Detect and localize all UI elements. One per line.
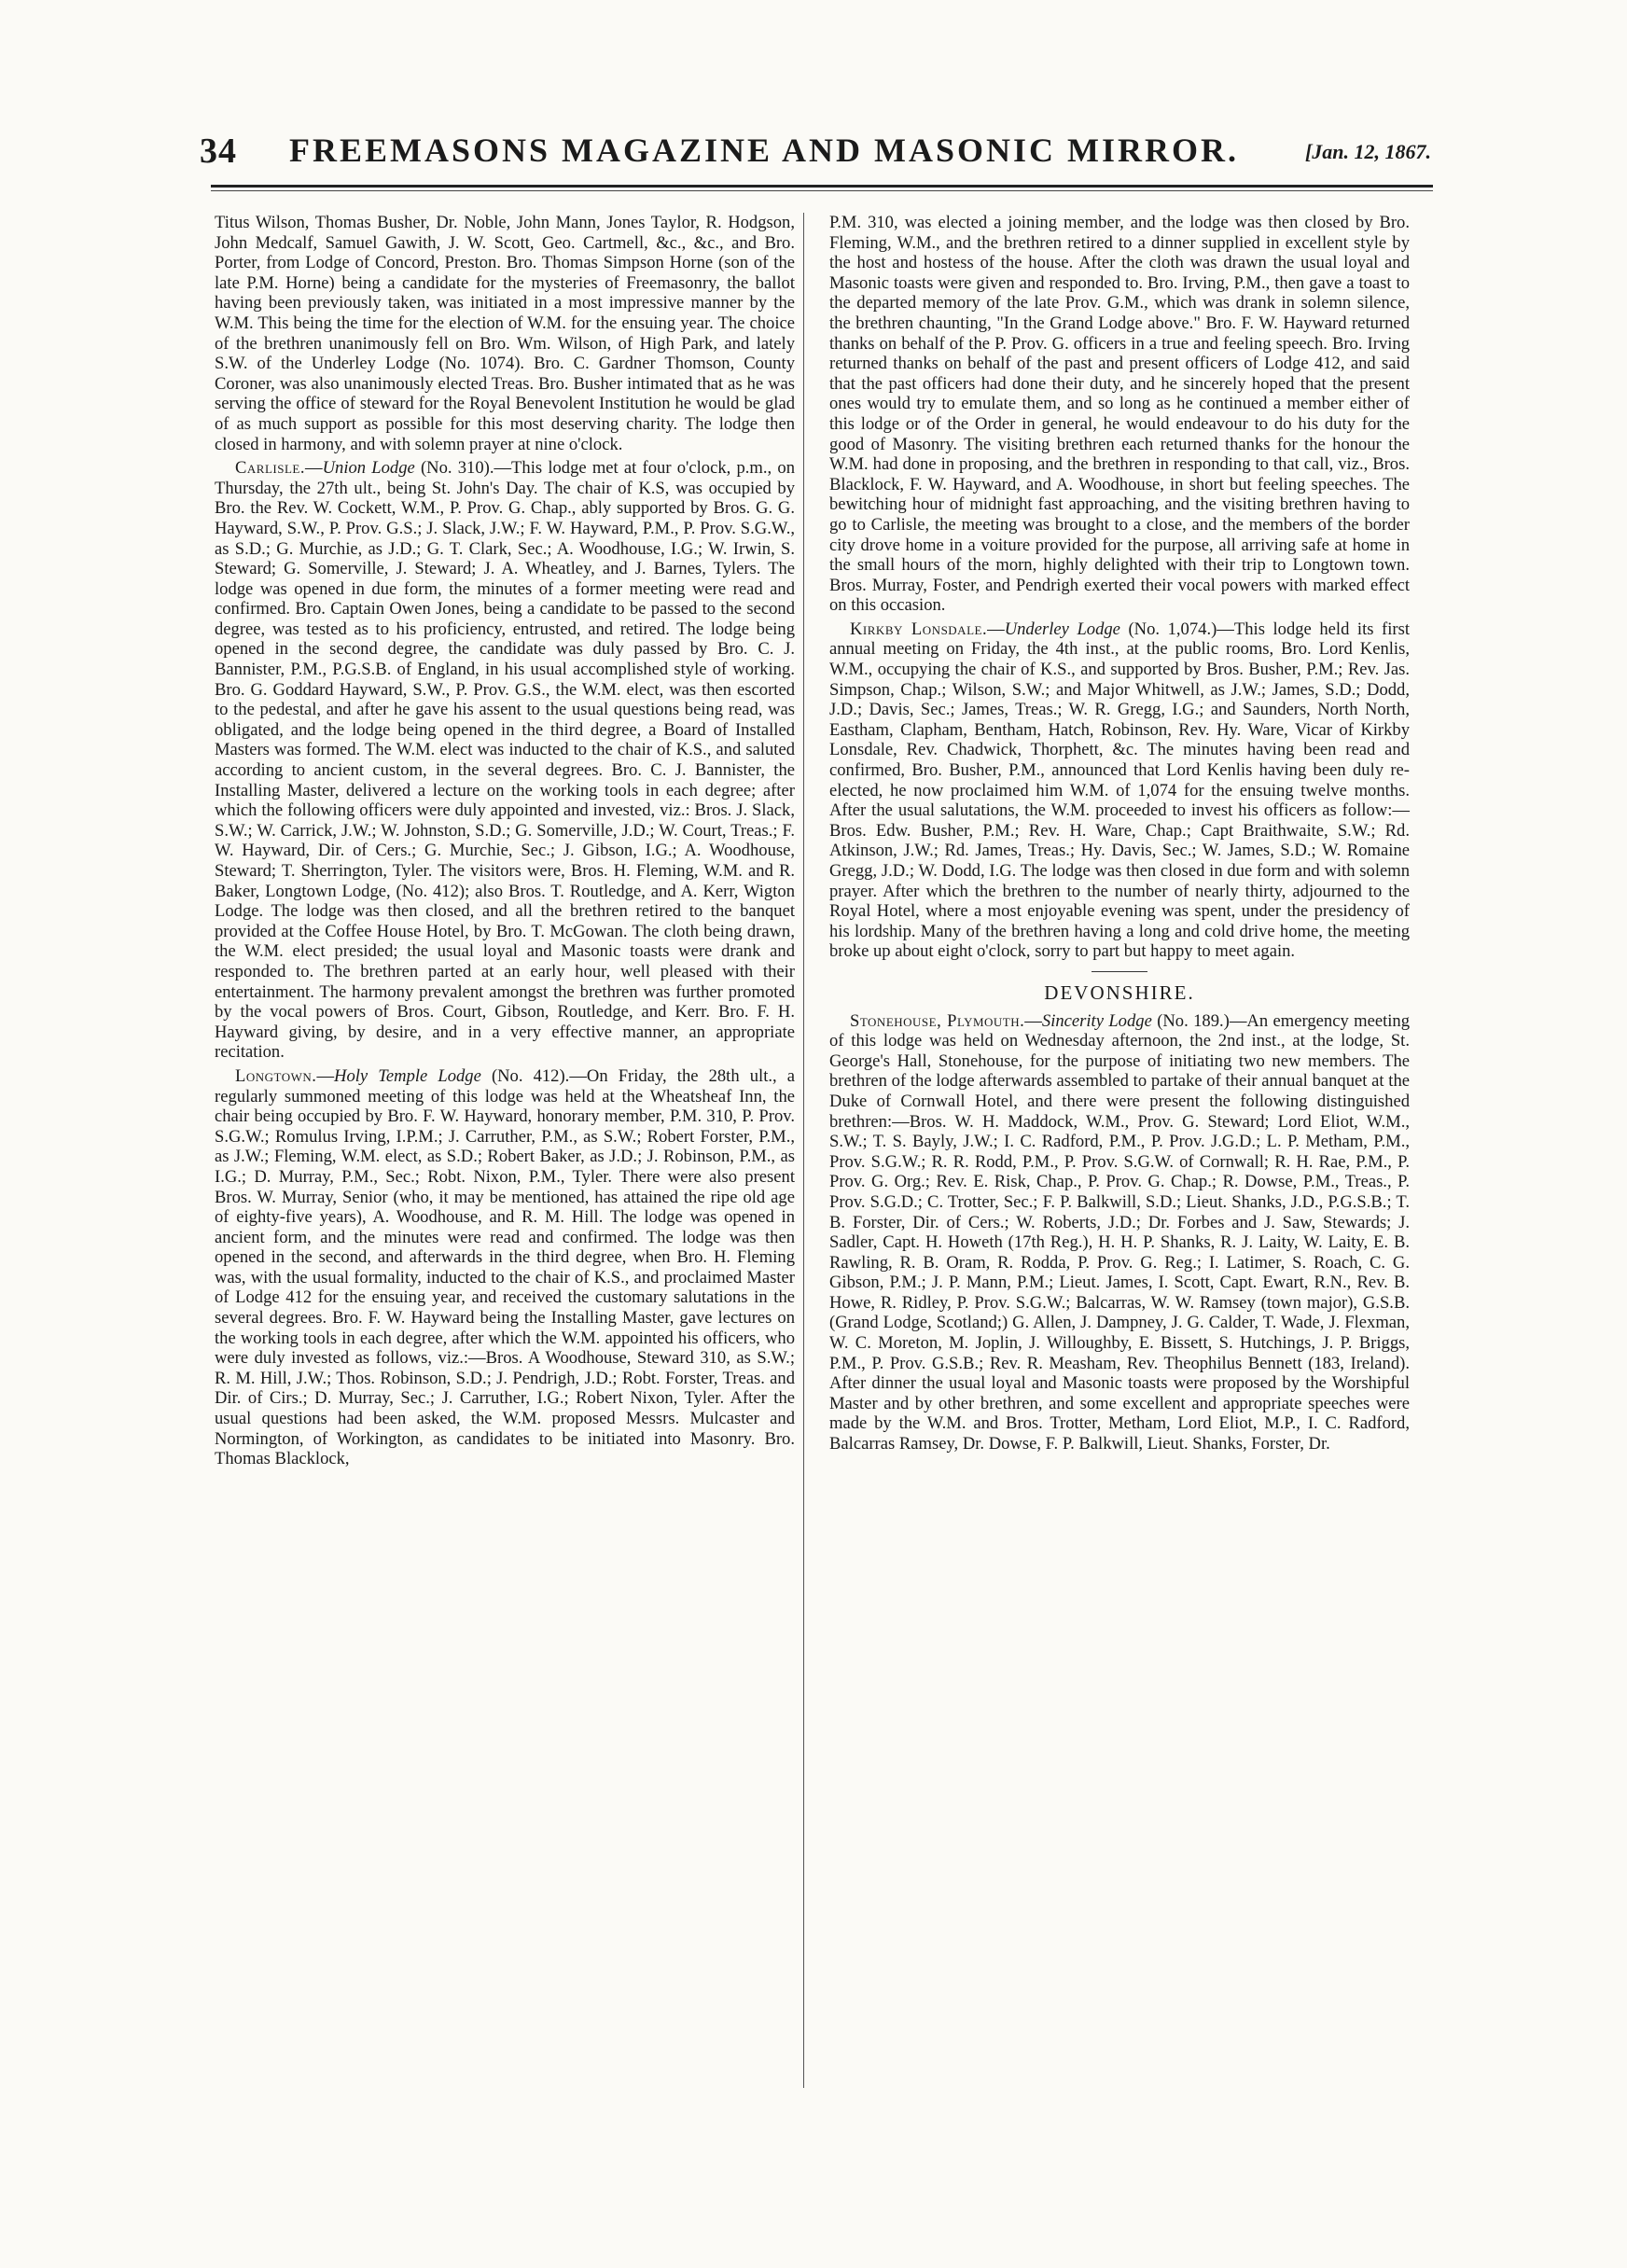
column-divider <box>803 213 804 2088</box>
section-rule <box>1092 971 1147 972</box>
right-column <box>829 213 1410 1454</box>
article-longtown: Longtown.—Holy Temple Lodge (No. 412).—On Friday, the 28th ult., a regularly summoned meeting of this lodge was held at the Wheatsheaf Inn, the chair being occupied by Bro. F. W. Hayward, honorary member, P.M. 310, P. Prov. S.G.W.; Romulus Irving, I.P.M.; J. Carruther, P.M., as S.W.; Robert Forster, P.M., as J.W.; Fleming, W.M. elect, as S.D.; Robert Baker, as J.D.; J. Robinson, P.M., as I.G.; D. Murray, P.M., Sec.; Robt. Nixon, P.M., Tyler. There were also present Bros. W. Murray, Senior (who, it may be mentioned, has attained the ripe old age of eighty-five years), A. Woodhouse, and R. M. Hill. The lodge was opened in ancient form, and the minutes were read and confirmed. The lodge was then opened in the second, and afterwards in the third degree, when Bro. H. Fleming was, with the usual formality, inducted to the chair of K.S., and proclaimed Master of Lodge 412 for the ensuing year, and received the customary salutations in the several degrees. Bro. F. W. Hayward being the Installing Master, gave lectures on the working tools in each degree, after which the W.M. appointed his officers, who were duly invested as follows, viz.:—Bros. A Woodhouse, Steward 310, as S.W.; R. M. Hill, J.W.; Thos. Robinson, S.D.; J. Pendrigh, J.D.; Robt. Forster, Treas. and Dir. of Cirs.; D. Murray, Sec.; J. Carruther, I.G.; Robert Nixon, Tyler. After the usual questions had been asked, the W.M. proposed Messrs. Mulcaster and Normington, of Workington, as candidates to be initiated into Masonry. Bro. Thomas Blacklock, <box>215 1065 795 1469</box>
place-name: Stonehouse, Plymouth. <box>850 1010 1025 1031</box>
place-name: Longtown. <box>235 1065 317 1086</box>
article-body: (No. 310).—This lodge met at four o'clock, p.m., on Thursday, the 27th ult., being St. John's Day. The chair of K.S, was occupied by Bro. the Rev. W. Cockett, W.M., P. Prov. G. Chap., ably supported by Bros. G. G. Hayward, S.W., P. Prov. G.S.; J. Slack, J.W.; F. W. Hayward, P.M., P. Prov. S.G.W., as S.D.; G. Murchie, as J.D.; G. T. Clark, Sec.; A. Woodhouse, I.G.; W. Irwin, S. Steward; G. Somerville, J. Steward; J. A. Wheatley, and J. Barnes, Tylers. The lodge was opened in due form, the minutes of a former meeting were read and confirmed. Bro. Captain Owen Jones, being a candidate to be passed to the second degree, was tested as to his proficiency, entrusted, and retired. The lodge being opened in the second degree, the candidate was duly passed by Bro. C. J. Bannister, P.M., P.G.S.B. of England, in his usual accomplished style of working. Bro. G. Goddard Hayward, S.W., P. Prov. G.S., the W.M. elect, was then escorted to the pedestal, and after he gave his assent to the usual questions being read, was obligated, and the lodge being opened in the third degree, a Board of Installed Masters was formed. The W.M. elect was inducted to the chair of K.S., and saluted according to ancient custom, in the several degrees. Bro. C. J. Bannister, the Installing Master, delivered a lecture on the working tools in each degree; after which the following officers were duly appointed and invested, viz.: Bros. J. Slack, S.W.; W. Carrick, J.W.; W. Johnston, S.D.; G. Somerville, J.D.; W. Court, Treas.; F. W. Hayward, Dir. of Cers.; G. Murchie, Sec.; J. Gibson, I.G.; A. Woodhouse, Steward; T. Sherrington, Tyler. The visitors were, Bros. H. Fleming, W.M. and R. Baker, Longtown Lodge, (No. 412); also Bros. T. Routledge, and A. Kerr, Wigton Lodge. The lodge was then closed, and all the brethren retired to the banquet provided at the Coffee House Hotel, by Bro. T. McGowan. The cloth being drawn, the W.M. elect presided; the usual loyal and Masonic toasts were drank and responded to. The brethren parted at an early hour, well pleased with their entertainment. The harmony prevalent amongst the brethren was further promoted by the vocal powers of Bros. Court, Gibson, Routledge, and Kerr. Bro. F. H. Hayward giving, by desire, and in a very effective manner, an appropriate recitation. <box>215 458 795 1063</box>
lodge-name: Holy Temple Lodge <box>334 1065 481 1086</box>
lodge-name: Sincerity Lodge <box>1041 1010 1152 1031</box>
publication-title: FREEMASONS MAGAZINE AND MASONIC MIRROR. <box>288 132 1240 169</box>
place-name: Kirkby Lonsdale. <box>850 619 988 639</box>
section-heading: DEVONSHIRE. <box>1044 981 1195 1004</box>
article-carlisle: Carlisle.—Union Lodge (No. 310).—This lodge met at four o'clock, p.m., on Thursday, the 27th ult., being St. John's Day. The chair of K.S, was occupied by Bro. the Rev. W. Cockett, W.M., P. Prov. G. Chap., ably supported by Bros. G. G. Hayward, S.W., P. Prov. G.S.; J. Slack, J.W.; F. W. Hayward, P.M., P. Prov. S.G.W., as S.D.; G. Murchie, as J.D.; G. T. Clark, Sec.; A. Woodhouse, I.G.; W. Irwin, S. Steward; G. Somerville, J. Steward; J. A. Wheatley, and J. Barnes, Tylers. The lodge was opened in due form, the minutes of a former meeting were read and confirmed. Bro. Captain Owen Jones, being a candidate to be passed to the second degree, was tested as to his proficiency, entrusted, and retired. The lodge being opened in the second degree, the candidate was duly passed by Bro. C. J. Bannister, P.M., P.G.S.B. of England, in his usual accomplished style of working. Bro. G. Goddard Hayward, S.W., P. Prov. G.S., the W.M. elect, was then escorted to the pedestal, and after he gave his assent to the usual questions being read, was obligated, and the lodge being opened in the third degree, a Board of Installed Masters was formed. The W.M. elect was inducted to the chair of K.S., and saluted according to ancient custom, in the several degrees. Bro. C. J. Bannister, the Installing Master, delivered a lecture on the working tools in each degree; after which the following officers were duly appointed and invested, viz.: Bros. J. Slack, S.W.; W. Carrick, J.W.; W. Johnston, S.D.; G. Somerville, J.D.; W. Court, Treas.; F. W. Hayward, Dir. of Cers.; G. Murchie, Sec.; J. Gibson, I.G.; A. Woodhouse, Steward; T. Sherrington, Tyler. The visitors were, Bros. H. Fleming, W.M. and R. Baker, Longtown Lodge, (No. 412); also Bros. T. Routledge, and A. Kerr, Wigton Lodge. The lodge was then closed, and all the brethren retired to the banquet provided at the Coffee House Hotel, by Bro. T. McGowan. The cloth being drawn, the W.M. elect presided; the usual loyal and Masonic toasts were drank and responded to. The brethren parted at an early hour, well pleased with their entertainment. The harmony prevalent amongst the brethren was further promoted by the vocal powers of Bros. Court, Gibson, Routledge, and Kerr. Bro. F. H. Hayward giving, by desire, and in a very effective manner, an appropriate recitation. <box>215 458 795 1063</box>
article-continuation: P.M. 310, was elected a joining member, and the lodge was then closed by Bro. Fleming, W.M., and the brethren retired to a dinner supplied in excellent style by the host and hostess of the house. After the cloth was drawn the usual loyal and Masonic toasts were given and responded to. Bro. Irving, P.M., then gave a toast to the departed memory of the late Prov. G.M., which was drank in solemn silence, the brethren chaunting, "In the Grand Lodge above." Bro. F. W. Hayward returned thanks on behalf of the P. Prov. G. officers in a true and feeling speech. Bro. Irving returned thanks on behalf of the past and present officers of Lodge 412, and said that the past officers had done their duty, and he sincerely hoped that the present ones would try to emulate them, and so long as he continued a member either of this lodge or of the Order in general, he would endeavour to do his duty for the good of Masonry. The visiting brethren each returned thanks for the honour the W.M. had done in proposing, and the brethren in responding to that call, viz., Bros. Blacklock, F. W. Hayward, and A. Woodhouse, in short but feeling speeches. The bewitching hour of midnight fast approaching, and the visiting brethren having to go to Carlisle, the meeting was brought to a close, and the members of the border city drove home in a voiture provided for the purpose, all arriving safe at home in the small hours of the morn, highly delighted with their trip to Longtown town. Bros. Murray, Foster, and Pendrigh exerted their vocal powers with marked effect on this occasion. <box>829 213 1410 616</box>
article-body: (No. 412).—On Friday, the 28th ult., a regularly summoned meeting of this lodge was held at the Wheatsheaf Inn, the chair being occupied by Bro. F. W. Hayward, honorary member, P.M. 310, P. Prov. S.G.W.; Romulus Irving, I.P.M.; J. Carruther, P.M., as S.W.; Robert Forster, P.M., as J.W.; Fleming, W.M. elect, as S.D.; Robert Baker, as J.D.; J. Robinson, P.M., as I.G.; D. Murray, P.M., Sec.; Robt. Nixon, P.M., Tyler. There were also present Bros. W. Murray, Senior (who, it may be mentioned, has attained the ripe old age of eighty-five years), A. Woodhouse, and R. M. Hill. The lodge was opened in ancient form, and the minutes were read and confirmed. The lodge was then opened in the second, and afterwards in the third degree, when Bro. H. Fleming was, with the usual formality, inducted to the chair of K.S., and proclaimed Master of Lodge 412 for the ensuing year, and received the customary salutations in the several degrees. Bro. F. W. Hayward being the Installing Master, gave lectures on the working tools in each degree, after which the W.M. appointed his officers, who were duly invested as follows, viz.:—Bros. A Woodhouse, Steward 310, as S.W.; R. M. Hill, J.W.; Thos. Robinson, S.D.; J. Pendrigh, J.D.; Robt. Forster, Treas. and Dir. of Cirs.; D. Murray, Sec.; J. Carruther, I.G.; Robert Nixon, Tyler. After the usual questions had been asked, the W.M. proposed Messrs. Mulcaster and Normington, of Workington, as candidates to be initiated into Masonry. Bro. Thomas Blacklock, <box>215 1065 795 1469</box>
left-column <box>215 213 795 1469</box>
article-kirkby-lonsdale: Kirkby Lonsdale.—Underley Lodge (No. 1,074.)—This lodge held its first annual meeting on Friday, the 4th inst., at the public rooms, Bro. Lord Kenlis, W.M., occupying the chair of K.S., and supported by Bros. Busher, P.M.; Rev. Jas. Simpson, Chap.; Wilson, S.W.; and Major Whitwell, as J.W.; James, S.D.; Dodd, J.D.; Davis, Sec.; James, Treas.; W. R. Gregg, I.G.; and Saunders, North North, Eastham, Clapham, Bentham, Hatch, Robinson, Rev. Hy. Ware, Vicar of Kirkby Lonsdale, Rev. Chadwick, Thorphett, &c. The minutes having been read and confirmed, Bro. Busher, P.M., announced that Lord Kenlis having been duly re-elected, he now proclaimed him W.M. of 1,074 for the ensuing twelve months. After the usual salutations, the W.M. proceeded to invest his officers as follow:—Bros. Edw. Busher, P.M.; Rev. H. Ware, Chap.; Capt Braithwaite, S.W.; Rd. Atkinson, J.W.; Rd. James, Treas.; Hy. Davis, Sec.; W. James, S.D.; W. Romaine Gregg, J.D.; W. Dodd, I.G. The lodge was then closed in due form and with solemn prayer. After which the brethren to the number of nearly thirty, adjourned to the Royal Hotel, where a most enjoyable evening was spent, under the presidency of his lordship. Many of the brethren having a long and cold drive home, the meeting broke up about eight o'clock, sorry to part but happy to meet again. <box>829 619 1410 962</box>
article-body: (No. 1,074.)—This lodge held its first annual meeting on Friday, the 4th inst., at the public rooms, Bro. Lord Kenlis, W.M., occupying the chair of K.S., and supported by Bros. Busher, P.M.; Rev. Jas. Simpson, Chap.; Wilson, S.W.; and Major Whitwell, as J.W.; James, S.D.; Dodd, J.D.; Davis, Sec.; James, Treas.; W. R. Gregg, I.G.; and Saunders, North North, Eastham, Clapham, Bentham, Hatch, Robinson, Rev. Hy. Ware, Vicar of Kirkby Lonsdale, Rev. Chadwick, Thorphett, &c. The minutes having been read and confirmed, Bro. Busher, P.M., announced that Lord Kenlis having been duly re-elected, he now proclaimed him W.M. of 1,074 for the ensuing twelve months. After the usual salutations, the W.M. proceeded to invest his officers as follow:—Bros. Edw. Busher, P.M.; Rev. H. Ware, Chap.; Capt Braithwaite, S.W.; Rd. Atkinson, J.W.; Rd. James, Treas.; Hy. Davis, Sec.; W. James, S.D.; W. Romaine Gregg, J.D.; W. Dodd, I.G. The lodge was then closed in due form and with solemn prayer. After which the brethren to the number of nearly thirty, adjourned to the Royal Hotel, where a most enjoyable evening was spent, under the presidency of his lordship. Many of the brethren having a long and cold drive home, the meeting broke up about eight o'clock, sorry to part but happy to meet again. <box>829 619 1410 962</box>
lodge-name: Union Lodge <box>322 458 415 479</box>
header-rule-thin <box>211 190 1433 191</box>
place-name: Carlisle. <box>235 458 305 479</box>
masthead <box>200 131 1431 179</box>
article-continuation: Titus Wilson, Thomas Busher, Dr. Noble, John Mann, Jones Taylor, R. Hodgson, John Medcalf, Samuel Gawith, J. W. Scott, Geo. Cartmell, &c., &c., and Bro. Porter, from Lodge of Concord, Preston. Bro. Thomas Simpson Horne (son of the late P.M. Horne) being a candidate for the mysteries of Freemasonry, the ballot having been previously taken, was initiated in a most impressive manner by the W.M. This being the time for the election of W.M. for the ensuing year. The choice of the brethren unanimously fell on Bro. Wm. Wilson, of High Park, and lately S.W. of the Underley Lodge (No. 1074). Bro. C. Gardner Thomson, County Coroner, was also unanimously elected Treas. Bro. Busher intimated that as he was serving the office of steward for the Royal Benevolent Institution he would be glad of as much support as possible for this most deserving charity. The lodge then closed in harmony, and with solemn prayer at nine o'clock. <box>215 213 795 454</box>
article-stonehouse: Stonehouse, Plymouth.—Sincerity Lodge (No. 189.)—An emergency meeting of this lodge was held on Wednesday afternoon, the 2nd inst., at the lodge, St. George's Hall, Stonehouse, for the purpose of initiating two new members. The brethren of the lodge afterwards assembled to partake of their annual banquet at the Duke of Cornwall Hotel, and there were present the following distinguished brethren:—Bros. W. H. Maddock, W.M., Prov. G. Steward; Lord Eliot, W.M., S.W.; T. S. Bayly, J.W.; I. C. Radford, P.M., P. Prov. J.G.D.; L. P. Metham, P.M., Prov. S.G.W.; R. R. Rodd, P.M., P. Prov. S.G.W. of Cornwall; R. H. Rae, P.M., P. Prov. G. Org.; Rev. E. Risk, Chap., P. Prov. G. Chap.; R. Dowse, P.M., Treas., P. Prov. S.G.D.; C. Trotter, Sec.; F. P. Balkwill, S.D.; Lieut. Shanks, J.D., P.G.S.B.; T. B. Forster, Dir. of Cers.; W. Roberts, J.D.; Dr. Forbes and J. Saw, Stewards; J. Sadler, Capt. H. Howeth (17th Reg.), H. H. P. Shanks, R. J. Laity, W. Laity, E. B. Rawling, R. B. Oram, R. Rodda, P. Prov. G. Reg.; I. Latimer, S. Roach, C. G. Gibson, P.M.; J. P. Mann, P.M.; Lieut. James, I. Scott, Capt. Ewart, R.N., Rev. B. Howe, R. Ridley, P. Prov. S.G.W.; Balcarras, W. W. Ramsey (town major), G.S.B. (Grand Lodge, Scotland;) G. Allen, J. Dampney, J. G. Calder, T. Wade, J. Flexman, W. C. Moreton, M. Joplin, J. Willoughby, E. Bissett, S. Hutchings, J. P. Briggs, P.M., P. Prov. G.S.B.; Rev. R. Measham, Rev. Theophilus Bennett (183, Ireland). After dinner the usual loyal and Masonic toasts were proposed by the Worshipful Master and by other brethren, and some excellent and appropriate speeches were made by the W.M. and Bros. Trotter, Metham, Lord Eliot, M.P., I. C. Radford, Balcarras Ramsey, Dr. Dowse, F. P. Balkwill, Lieut. Shanks, Forster, Dr. <box>829 1010 1410 1454</box>
page-number: 34 <box>200 132 237 171</box>
lodge-name: Underley Lodge <box>1004 619 1120 639</box>
issue-date: [Jan. 12, 1867. <box>1304 140 1431 163</box>
article-body: (No. 189.)—An emergency meeting of this lodge was held on Wednesday afternoon, the 2nd inst., at the lodge, St. George's Hall, Stonehouse, for the purpose of initiating two new members. The brethren of the lodge afterwards assembled to partake of their annual banquet at the Duke of Cornwall Hotel, and there were present the following distinguished brethren:—Bros. W. H. Maddock, W.M., Prov. G. Steward; Lord Eliot, W.M., S.W.; T. S. Bayly, J.W.; I. C. Radford, P.M., P. Prov. J.G.D.; L. P. Metham, P.M., Prov. S.G.W.; R. R. Rodd, P.M., P. Prov. S.G.W. of Cornwall; R. H. Rae, P.M., P. Prov. G. Org.; Rev. E. Risk, Chap., P. Prov. G. Chap.; R. Dowse, P.M., Treas., P. Prov. S.G.D.; C. Trotter, Sec.; F. P. Balkwill, S.D.; Lieut. Shanks, J.D., P.G.S.B.; T. B. Forster, Dir. of Cers.; W. Roberts, J.D.; Dr. Forbes and J. Saw, Stewards; J. Sadler, Capt. H. Howeth (17th Reg.), H. H. P. Shanks, R. J. Laity, W. Laity, E. B. Rawling, R. B. Oram, R. Rodda, P. Prov. G. Reg.; I. Latimer, S. Roach, C. G. Gibson, P.M.; J. P. Mann, P.M.; Lieut. James, I. Scott, Capt. Ewart, R.N., Rev. B. Howe, R. Ridley, P. Prov. S.G.W.; Balcarras, W. W. Ramsey (town major), G.S.B. (Grand Lodge, Scotland;) G. Allen, J. Dampney, J. G. Calder, T. Wade, J. Flexman, W. C. Moreton, M. Joplin, J. Willoughby, E. Bissett, S. Hutchings, J. P. Briggs, P.M., P. Prov. G.S.B.; Rev. R. Measham, Rev. Theophilus Bennett (183, Ireland). After dinner the usual loyal and Masonic toasts were proposed by the Worshipful Master and by other brethren, and some excellent and appropriate speeches were made by the W.M. and Bros. Trotter, Metham, Lord Eliot, M.P., I. C. Radford, Balcarras Ramsey, Dr. Dowse, F. P. Balkwill, Lieut. Shanks, Forster, Dr. <box>829 1010 1410 1454</box>
header-rule <box>211 185 1433 188</box>
